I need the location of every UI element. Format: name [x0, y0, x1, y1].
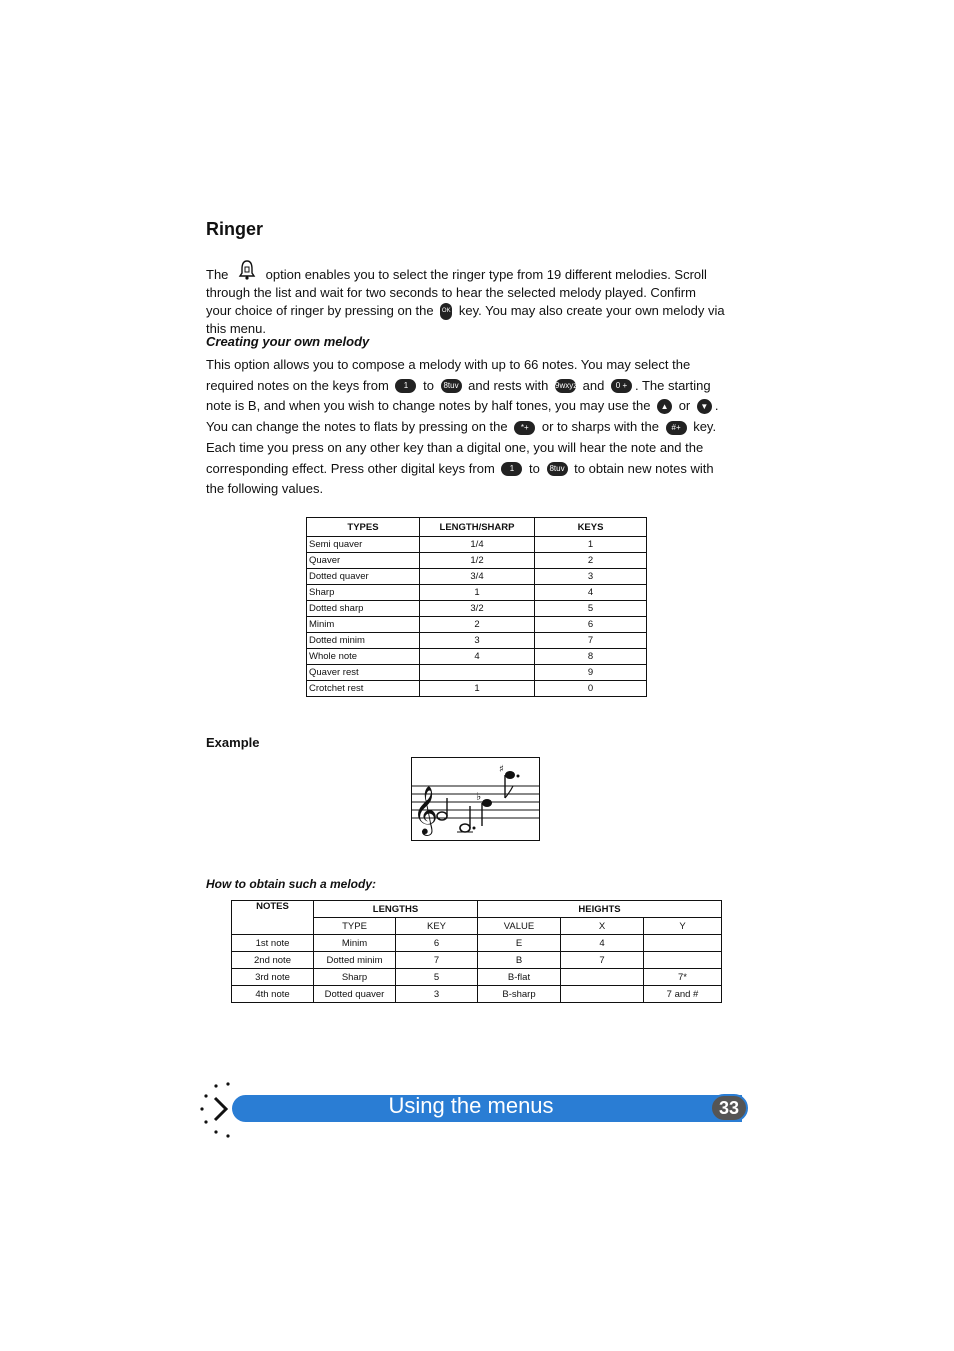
- table-cell: Quaver: [307, 553, 420, 569]
- table-cell: [561, 969, 644, 986]
- column-header: LENGTHS: [314, 901, 478, 918]
- subheading: Creating your own melody: [206, 334, 370, 349]
- key-8-icon: 8tuv: [547, 462, 568, 476]
- table-cell: 2: [535, 553, 647, 569]
- table-cell: 3: [396, 986, 478, 1003]
- hash-key-icon: #+: [666, 421, 687, 435]
- svg-text:♯: ♯: [499, 764, 504, 775]
- table-row: [232, 952, 722, 969]
- table-cell: 3: [420, 633, 535, 649]
- column-header: HEIGHTS: [478, 901, 722, 918]
- table-cell: Minim: [314, 935, 396, 952]
- table-cell: Dotted quaver: [307, 569, 420, 585]
- table-cell: 1: [420, 585, 535, 601]
- table-cell: [561, 986, 644, 1003]
- table-cell: Whole note: [307, 649, 420, 665]
- table-cell: 6: [535, 617, 647, 633]
- section-heading: Ringer: [206, 219, 264, 239]
- table-row: [307, 665, 647, 681]
- table-cell: B-sharp: [478, 986, 561, 1003]
- table-cell: Dotted quaver: [314, 986, 396, 1003]
- up-arrow-key-icon: ▲: [657, 399, 672, 414]
- svg-text:𝄞: 𝄞: [413, 785, 438, 834]
- table-cell: E: [478, 935, 561, 952]
- table-cell: [644, 935, 722, 952]
- ringer-bell-icon: [236, 259, 258, 281]
- table-cell: 7*: [644, 969, 722, 986]
- table-row: [307, 681, 647, 697]
- table-cell: 2: [420, 617, 535, 633]
- music-staff-example: [411, 757, 540, 841]
- table-cell: 4: [420, 649, 535, 665]
- table-cell: 1/2: [420, 553, 535, 569]
- table-header-row: [307, 518, 647, 537]
- table-cell: 5: [535, 601, 647, 617]
- table-cell: 7: [561, 952, 644, 969]
- table-cell: Quaver rest: [307, 665, 420, 681]
- table-cell: [644, 952, 722, 969]
- intro-paragraph: The option enables you to select the ringer type from 19 different melodies. Scroll through the list and wait for two seconds to hear the selected melody played. Confirm your choice of ringer by pressing on the OK key. You may also create your own melody via this menu.: [206, 259, 746, 338]
- table-cell: 7 and #: [644, 986, 722, 1003]
- table-cell: 0: [535, 681, 647, 697]
- melody-table: [231, 900, 722, 1003]
- table-cell: [420, 665, 535, 681]
- table-row: [232, 986, 722, 1003]
- column-subheader: VALUE: [478, 918, 561, 935]
- table-cell: 1st note: [232, 935, 314, 952]
- key-9-icon: 9wxyz: [555, 379, 576, 393]
- column-subheader: TYPE: [314, 918, 396, 935]
- footer-title: Using the menus: [388, 1093, 554, 1118]
- table-cell: 1: [420, 681, 535, 697]
- table-header-row: [232, 901, 722, 918]
- table-cell: B: [478, 952, 561, 969]
- table-cell: 7: [396, 952, 478, 969]
- table-cell: Crotchet rest: [307, 681, 420, 697]
- table-cell: 8: [535, 649, 647, 665]
- key-1-icon: 1: [501, 462, 522, 476]
- table-cell: B-flat: [478, 969, 561, 986]
- table-row: [232, 969, 722, 986]
- key-1-icon: 1: [395, 379, 416, 393]
- table-row: [232, 935, 722, 952]
- column-header: TYPES: [307, 518, 420, 537]
- table-cell: Dotted minim: [314, 952, 396, 969]
- example-label: Example: [206, 735, 260, 750]
- table-row: [307, 537, 647, 553]
- table-cell: 3/2: [420, 601, 535, 617]
- table-row: [307, 633, 647, 649]
- column-header: LENGTH/SHARP: [420, 518, 535, 537]
- table-row: [307, 553, 647, 569]
- table-cell: 2nd note: [232, 952, 314, 969]
- table-cell: 4: [561, 935, 644, 952]
- column-subheader: KEY: [396, 918, 478, 935]
- table-row: [307, 585, 647, 601]
- column-subheader: Y: [644, 918, 722, 935]
- table-cell: Minim: [307, 617, 420, 633]
- table-cell: Dotted minim: [307, 633, 420, 649]
- column-subheader: X: [561, 918, 644, 935]
- table-cell: Dotted sharp: [307, 601, 420, 617]
- table-cell: 7: [535, 633, 647, 649]
- table-row: [307, 601, 647, 617]
- table-cell: 4th note: [232, 986, 314, 1003]
- table-row: [307, 569, 647, 585]
- table-cell: 4: [535, 585, 647, 601]
- key-8-icon: 8tuv: [441, 379, 462, 393]
- column-header: NOTES: [232, 901, 314, 935]
- table-cell: 1/4: [420, 537, 535, 553]
- table-cell: 3/4: [420, 569, 535, 585]
- table-cell: Semi quaver: [307, 537, 420, 553]
- column-header: KEYS: [535, 518, 647, 537]
- table-cell: Sharp: [307, 585, 420, 601]
- table-cell: 9: [535, 665, 647, 681]
- table-cell: 1: [535, 537, 647, 553]
- svg-text:♭: ♭: [476, 790, 482, 803]
- ok-key-icon: OK: [440, 303, 452, 320]
- page-number: 33: [710, 1094, 748, 1122]
- table-cell: Sharp: [314, 969, 396, 986]
- table-row: [307, 649, 647, 665]
- note-types-table: [306, 517, 647, 697]
- howto-label: How to obtain such a melody:: [206, 877, 377, 891]
- table-cell: 5: [396, 969, 478, 986]
- star-key-icon: *+: [514, 421, 535, 435]
- table-row: [307, 617, 647, 633]
- body-paragraph: This option allows you to compose a melody with up to 66 notes. You may select the required notes on the keys from 1 to 8tuv and rests with 9wxyz and 0 + . The starting note is B, and when you wish to change notes by half tones, you may use the ▲ or ▼ . You can change the notes to flats by pressing on the *+ or to sharps with the #+ key. Each time you press on any other key than a digital one, you will hear the note and the corresponding effect. Press other digital keys from 1 to 8tuv to obtain new notes with the following values.: [206, 357, 719, 497]
- table-cell: 3rd note: [232, 969, 314, 986]
- key-0-icon: 0 +: [611, 379, 632, 393]
- intro-text: The: [206, 267, 229, 282]
- down-arrow-key-icon: ▼: [697, 399, 712, 414]
- table-cell: 6: [396, 935, 478, 952]
- table-cell: 3: [535, 569, 647, 585]
